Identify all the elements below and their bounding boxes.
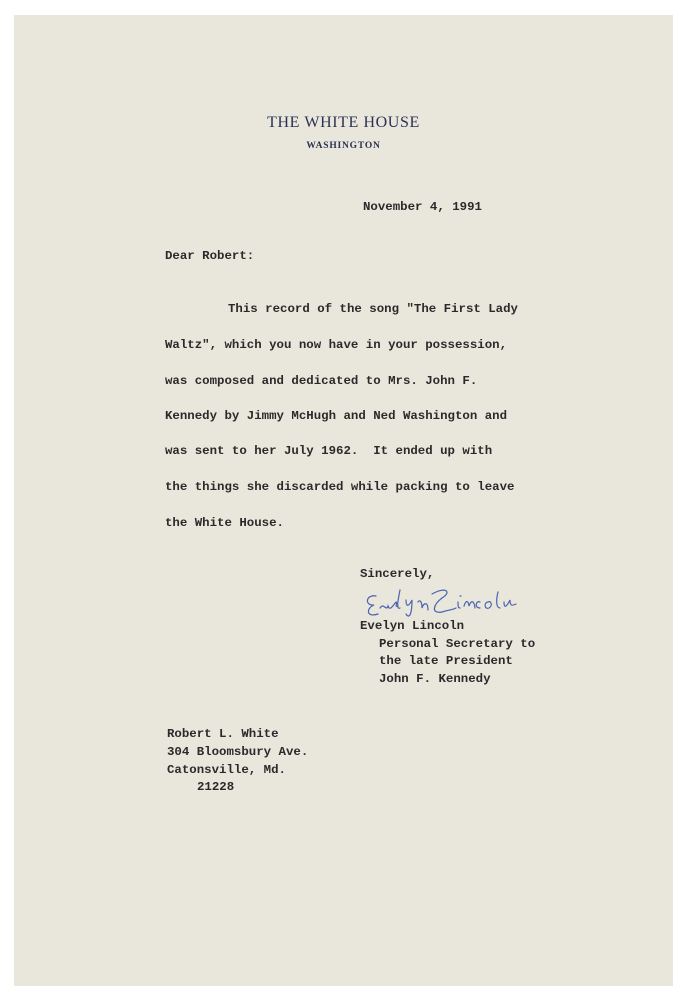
- salutation: Dear Robert:: [165, 249, 255, 263]
- body-line: This record of the song "The First Lady: [228, 302, 518, 316]
- address-line: 21228: [197, 780, 235, 794]
- body-line: the White House.: [165, 516, 284, 530]
- body-line: was sent to her July 1962. It ended up with: [165, 444, 493, 458]
- body-line: the things she discarded while packing to leave: [165, 480, 515, 494]
- closing: Sincerely,: [360, 567, 435, 581]
- address-line: 304 Bloomsbury Ave.: [167, 745, 309, 759]
- signer-title: the late President: [379, 654, 513, 668]
- address-line: Catonsville, Md.: [167, 763, 286, 777]
- signer-title: John F. Kennedy: [379, 672, 491, 686]
- signer-title: Personal Secretary to: [379, 637, 536, 651]
- letterhead-title: THE WHITE HOUSE: [267, 114, 420, 131]
- letter-page: [14, 15, 673, 986]
- letterhead-subtitle: WASHINGTON: [306, 141, 381, 151]
- body-line: Waltz", which you now have in your possession,: [165, 338, 508, 352]
- letter-date: November 4, 1991: [363, 200, 482, 214]
- signer-name: Evelyn Lincoln: [360, 619, 465, 633]
- body-line: was composed and dedicated to Mrs. John F.: [165, 374, 478, 388]
- handwritten-signature: [362, 588, 547, 620]
- body-line: Kennedy by Jimmy McHugh and Ned Washington and: [165, 409, 508, 423]
- address-line: Robert L. White: [167, 727, 279, 741]
